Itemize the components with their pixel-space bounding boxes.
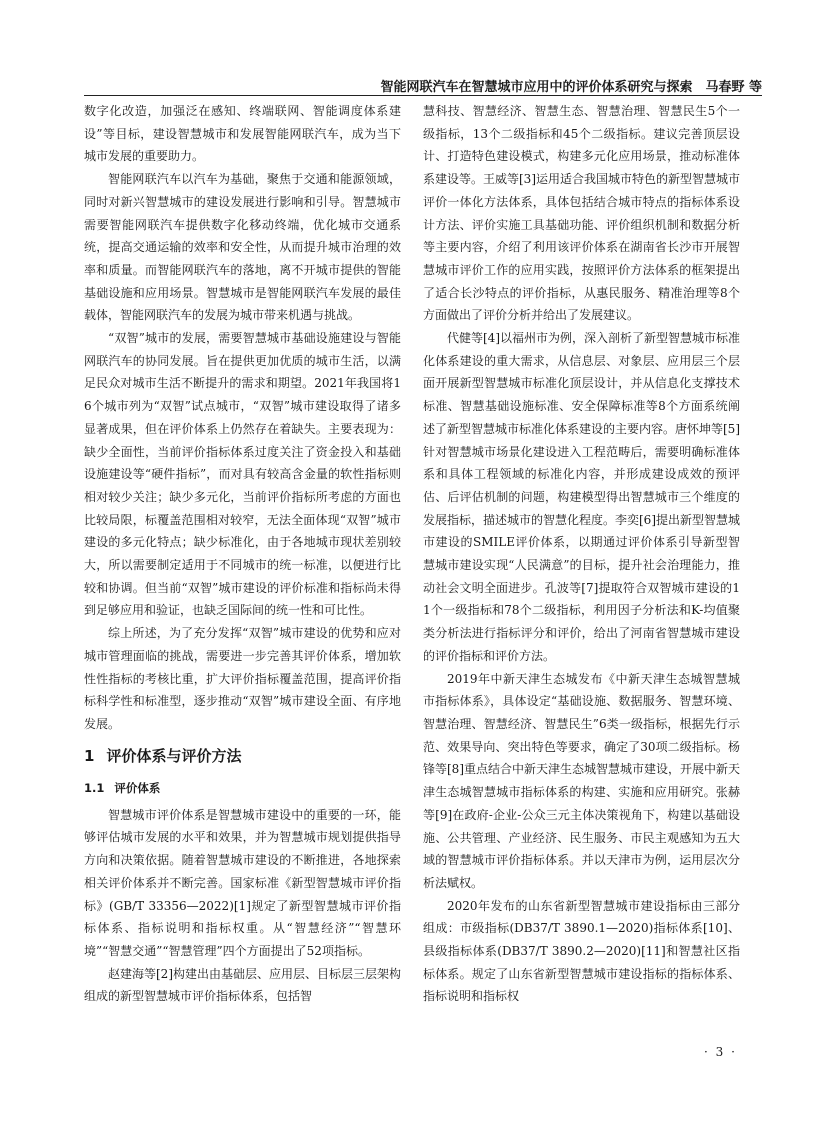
subsection-title: 评价体系	[114, 780, 161, 795]
subsection-heading	[84, 778, 401, 798]
page-number: · 3 ·	[704, 1045, 737, 1059]
left-paragraph-5: 智慧城市评价体系是智慧城市建设中的重要的一环，能够评估城市发展的水平和效果，并为智慧城市规划提供指导方向和决策依据。随着智慧城市建设的不断推进，各地探索相关评价体系并不断完善。国家标准《新型智慧城市评价指标》(GB/T 33356—2022)[1]规定了新型智慧城市评价指标体系、指标说明和指标权重。从“智慧经济”“智慧环境”“智慧交通”“智慧管理”四个方面提出了52项指标。	[84, 807, 401, 958]
left-paragraph-4: 综上所述，为了充分发挥“双智”城市建设的优势和应对城市管理面临的挑战，需要进一步完善其评价体系，增加软性性指标的考核比重，扩大评价指标覆盖范围，提高评价指标科学性和标准型，逐步推动“双智”城市建设全面、有序地发展。	[84, 626, 401, 731]
right-paragraph-2: 代健等[4]以福州市为例，深入剖析了新型智慧城市标准化体系建设的重大需求，从信息层、对象层、应用层三个层面开展新型智慧城市标准化顶层设计，并从信息化支撑技术标准、智慧基础设施标准、安全保障标准等8个方面系统阐述了新型智慧城市标准化体系建设的主要内容。唐怀坤等[5]针对智慧城市场景化建设进入工程范畴后，需要明确标准体系和具体工程领域的标准化内容，并形成建设成效的预评估、后评估机制的问题，构建模型得出智慧城市三个维度的发展指标，描述城市的智慧化程度。李奕[6]提出新型智慧城市建设的SMILE评价体系，以期通过评价体系引导新型智慧城市建设实现“人民满意”的目标，提升社会治理能力，推动社会文明全面进步。孔波等[7]提取符合双智城市建设的11个一级指标和78个二级指标，利用因子分析法和K-均值聚类分析法进行指标评分和评价，给出了河南省智慧城市建设的评价指标和评价方法。	[423, 331, 741, 663]
left-paragraph-2: 智能网联汽车以汽车为基础，聚焦于交通和能源领域，同时对新兴智慧城市的建设发展进行影响和引导。智慧城市需要智能网联汽车提供数字化移动终端，优化城市交通系统，提高交通运输的效率和安全性，从而提升城市治理的效率和质量。而智能网联汽车的落地，离不开城市提供的智能基础设施和应用场景。智慧城市是智能网联汽车发展的最佳载体，智能网联汽车的发展为城市带来机遇与挑战。	[84, 172, 401, 323]
left-paragraph-1: 数字化改造，加强泛在感知、终端联网、智能调度体系建设”等目标，建设智慧城市和发展智能网联汽车，成为当下城市发展的重要助力。	[84, 104, 401, 164]
section-number: 1	[84, 746, 95, 765]
header-rule	[84, 95, 762, 96]
right-paragraph-1: 慧科技、智慧经济、智慧生态、智慧治理、智慧民生5个一级指标，13个二级指标和45个二级指标。建议完善顶层设计、打造特色建设模式，构建多元化应用场景，推动标准体系建设等。王威等[3]运用适合我国城市特色的新型智慧城市评价一体化方法体系，具体包括结合城市特点的指标体系设计方法、评价实施工具基础功能、评价组织机制和数据分析等主要内容，介绍了利用该评价体系在湖南省长沙市开展智慧城市评价工作的应用实践，按照评价方法体系的框架提出了适合长沙特点的评价指标，从惠民服务、精准治理等8个方面做出了评价分析并给出了发展建议。	[423, 104, 741, 323]
right-paragraph-4: 2020年发布的山东省新型智慧城市建设指标由三部分组成：市级指标(DB37/T 3890.1—2020)指标体系[10]、县级指标体系(DB37/T 3890.2—2020)[11]和智慧社区指标体系。规定了山东省新型智慧城市建设指标的指标体系、指标说明和指标权	[423, 898, 740, 1004]
left-column	[84, 100, 401, 1008]
running-header: 智能网联汽车在智慧城市应用中的评价体系研究与探索 马春野 等	[380, 80, 762, 95]
right-paragraph-3: 2019年中新天津生态城发布《中新天津生态城智慧城市指标体系》，具体设定“基础设施、数据服务、智慧环境、智慧治理、智慧经济、智慧民生”6类一级指标，根据先行示范、效果导向、突出特色等要求，确定了30项二级指标。杨锋等[8]重点结合中新天津生态城智慧城市建设，开展中新天津生态城智慧城市指标体系的构建、实施和应用研究。张赫等[9]在政府-企业-公众三元主体决策视角下，构建以基础设施、公共管理、产业经济、民生服务、市民主观感知为五大域的智慧城市评价指标体系。并以天津市为例，运用层次分析法赋权。	[423, 671, 741, 890]
section-heading	[84, 746, 401, 766]
subsection-number: 1.1	[84, 780, 105, 795]
left-paragraph-3: “双智”城市的发展，需要智慧城市基础设施建设与智能网联汽车的协同发展。旨在提供更加优质的城市生活，以满足民众对城市生活不断提升的需求和期望。2021年我国将16个城市列为“双智”试点城市，“双智”城市建设取得了诸多显著成果，但在评价体系上仍然存在着缺失。主要表现为：缺少全面性，当前评价指标体系过度关注了资金投入和基础设施建设等“硬件指标”，而对具有较高含金量的软性指标则相对较少关注；缺少多元化，当前评价指标所考虑的方面也比较局限，标覆盖范围相对较窄，无法全面体现“双智”城市建设的多元化特点；缺少标准化，由于各地城市现状差别较大，所以需要制定适用于不同城市的统一标准，以便进行比较和协调。但当前“双智”城市建设的评价标准和指标尚未得到足够应用和验证，也缺乏国际间的统一性和可比性。	[84, 331, 401, 618]
section-title: 评价体系与评价方法	[106, 746, 242, 765]
left-paragraph-6: 赵建海等[2]构建出由基础层、应用层、目标层三层架构组成的新型智慧城市评价指标体系，包括智	[84, 966, 402, 1004]
right-column	[423, 100, 740, 1008]
